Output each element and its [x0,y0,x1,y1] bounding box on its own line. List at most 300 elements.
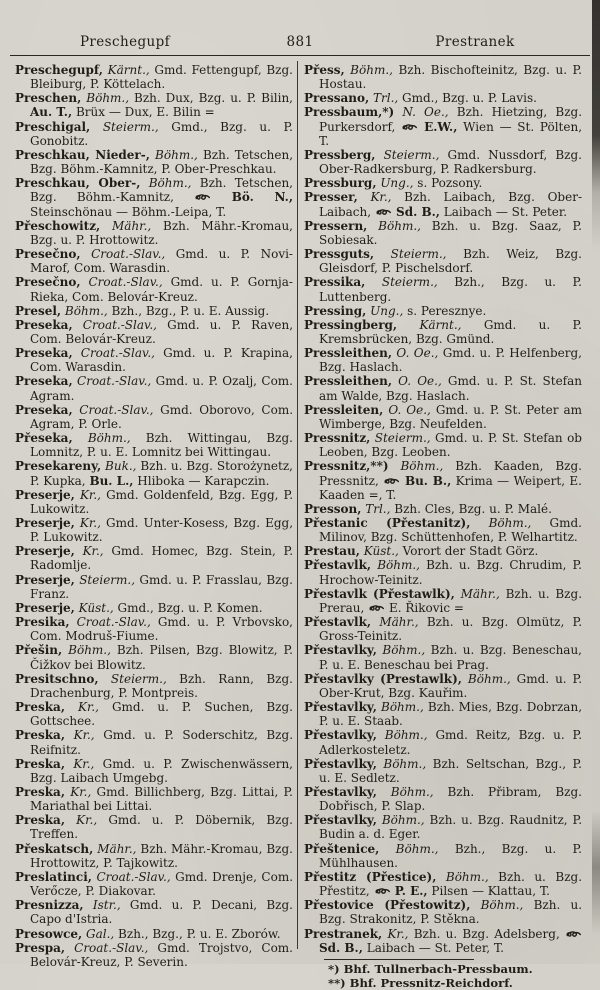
entry-headword: Přestavlk, [304,615,372,630]
entry-text: Bzh. Hietzing, Bzg. Purkersdorf, [319,105,583,134]
entry-headword: Pressbaum,*) [304,105,395,120]
entry-region: Küst., [74,600,114,615]
text-columns [10,61,590,990]
gazetteer-entry [304,63,582,91]
entry-text: Bzh. Dux, Bzg. u. P. Bilin, [129,91,294,106]
gazetteer-entry [304,516,582,544]
entry-text: Steinschönau — Böhm.-Leipa, T. [30,204,227,219]
gazetteer-entry [15,813,293,841]
gazetteer-entry [15,374,293,402]
gazetteer-entry [15,176,293,218]
entry-headword: Presečno, [15,275,81,290]
entry-headword: Au. T., [30,105,73,120]
entry-headword: Preschkau, Nieder-, [15,147,150,162]
entry-headword: Přestitz (Přestice), [304,869,437,884]
entry-text: Gmd., Bzg. u. P. Komen. [113,600,263,615]
entry-text: Gmd., Bzg. u. P. Lavis. [398,91,537,106]
entry-text: Gmd. u. P. Ozalj, Com. Agram. [30,374,293,403]
entry-region: Kr., [65,700,99,715]
entry-text: Laibach — St. Peter. [439,204,568,219]
gazetteer-entry [15,700,293,728]
entry-headword: Pressleithen, [304,346,393,361]
running-head [10,34,590,50]
entry-text: E. Řikovic = [385,600,464,615]
entry-text: Hliboka — Karapczin. [133,473,270,488]
entry-region: Croat.-Slav., [69,615,151,630]
entry-text: Gmd. Trojstvo, Com. Belovár-Kreuz, P. Severin. [30,940,293,969]
entry-headword: Presekareny, [15,459,102,474]
entry-text: Bzh. Seltschan, Bzg., P. u. E. Sedletz. [319,756,582,785]
entry-region: Böhm., [140,176,192,191]
gazetteer-entry [15,304,293,318]
gazetteer-entry [304,190,582,218]
entry-headword: Pressern, [304,218,368,233]
entry-headword: Přeskatsch, [15,841,94,856]
right-column-entries [304,63,582,955]
entry-region: Croat.-Slav., [65,940,149,955]
gazetteer-entry [15,615,293,643]
entry-text: Bzh. u. Bzg. Beneschau, P. u. E. Beneschau bei Prag. [319,643,582,672]
gazetteer-entry [15,346,293,374]
entry-region: Kärnt., [397,317,462,332]
entry-text: Bzh. Kaaden, Bzg. Pressnitz, [319,459,582,488]
entry-text: Gmd. Goldenfeld, Bzg. Egg, P. Lukowitz. [30,487,294,516]
entry-text: Gmd. u. P. St. Peter am Wimberge, Bzg. Neufelden. [319,402,582,431]
entry-headword: Presser, [304,190,358,205]
entry-region: Kr., [74,516,101,530]
entry-text: Gmd. Reitz, Bzg. u. P. Adlerkosteletz. [319,728,583,757]
entry-region: Böhm., [376,756,427,771]
entry-region: Croat.-Slav., [72,374,152,389]
gazetteer-entry [15,898,293,926]
entry-region: Böhm., [344,63,393,77]
entry-region: Küst., [359,544,399,559]
entry-headword: Preska, [15,813,66,828]
entry-text: Gmd. u. P. Suchen, Bzg. Gottschee. [30,700,293,729]
entry-region: Istr., [83,898,121,913]
entry-region: Böhm., [461,671,511,686]
entry-headword: Přestavlk, [304,558,372,573]
entry-region: Trl., [369,91,399,106]
entry-region: Croat.-Slav., [72,346,155,361]
gazetteer-entry [15,247,293,275]
gazetteer-entry [304,672,582,700]
entry-region: Böhm., [376,700,424,715]
entry-region: Böhm., [149,147,198,162]
entry-text: Gmd. u. P. Frasslau, Bzg. Franz. [30,572,293,601]
gazetteer-entry [304,431,582,459]
post-horn-icon [402,123,417,132]
post-horn-icon [375,887,390,896]
gazetteer-entry [304,587,582,615]
gazetteer-entry [304,105,582,147]
entry-text: Bzh. Mähr.-Kromau, Bzg. Hrottowitz, P. Tajkowitz. [30,841,293,870]
entry-text: Gmd. u. P. Soderschitz, Bzg. Reifnitz. [30,728,294,757]
gazetteer-entry [304,176,582,190]
entry-headword: Preska, [15,784,66,799]
entry-region: Böhm., [470,516,532,530]
entry-headword: Bö. N., [211,190,293,205]
gazetteer-entry [15,785,293,813]
gazetteer-entry [15,927,293,941]
entry-headword: Preserje, [15,572,75,587]
gazetteer-entry [15,601,293,615]
entry-region: Böhm., [371,558,420,573]
entry-headword: Presitschno, [15,671,99,686]
gazetteer-entry [304,148,582,176]
entry-headword: Přestavlky, [304,728,377,743]
entry-text: Gmd. u. P. St. Stefan ob Leoben, Bzg. Leoben. [319,431,582,460]
gazetteer-entry [304,757,582,785]
gazetteer-entry [15,544,293,572]
entry-headword: Preseka, [15,374,73,389]
gazetteer-entry [304,91,582,105]
entry-headword: Prespa, [15,940,66,955]
gazetteer-entry [15,219,293,247]
entry-headword: Sd. B., [319,940,363,955]
entry-headword: Prestau, [304,544,360,559]
entry-region: Kr., [357,190,392,205]
entry-region: Kr., [65,784,92,799]
entry-text: Bzh. u. Bzg. Strakonitz, P. Stěkna. [319,898,583,927]
entry-headword: Preschkau, Ober-, [15,176,141,191]
gazetteer-entry [304,275,582,303]
entry-text: Gmd. Unter-Kosess, Bzg. Egg, P. Lukowitz. [30,516,294,545]
entry-headword: Preschen, [15,91,82,106]
gazetteer-entry [304,898,582,926]
gazetteer-entry [304,615,582,643]
entry-headword: Preska, [15,700,66,715]
footnote-rule [324,959,474,960]
gazetteer-entry [304,700,582,728]
entry-text: Gmd. u. P. Decani, Bzg. Capo d'Istria. [30,898,293,927]
gazetteer-entry [304,927,582,955]
entry-headword: Přestavlky (Prestawlk), [304,671,462,686]
entry-text: Bzh. u. Bzg. Olmütz, P. Gross-Teinitz. [319,615,583,644]
entry-text: Gmd. u. P. Vrbovsko, Com. Modruš-Fiume. [30,615,293,644]
gazetteer-entry [15,459,293,487]
entry-region: Croat.-Slav., [72,402,154,417]
entry-text: Bzh. Weiz, Bzg. Gleisdorf, P. Pischelsdorf. [319,247,582,276]
entry-text: Gmd. u. P. Kremsbrücken, Bzg. Gmünd. [319,317,582,346]
running-head-left: Preschegupf [79,34,171,50]
entry-text: s. Pozsony. [413,176,483,191]
entry-region: Steierm., [98,671,167,686]
entry-region: Böhm., [62,643,111,658]
entry-text: Gmd. Billichberg, Bzg. Littai, P. Mariathal bei Littai. [30,784,293,814]
gazetteer-entry [304,842,582,870]
gazetteer-entry [304,304,582,318]
gazetteer-entry [304,219,582,247]
entry-headword: Preslatinci, [15,869,92,884]
entry-headword: Přeštenice, [304,841,380,856]
post-horn-icon [376,208,391,217]
entry-headword: Preschegupf, [15,63,103,77]
footnote-lines [316,962,582,990]
entry-region: Böhm., [388,459,444,474]
entry-region: Böhm., [61,303,108,318]
entry-headword: Preseka, [15,317,73,332]
entry-headword: Pressika, [304,275,366,290]
entry-headword: Presnizza, [15,898,84,913]
entry-text: Bzh. u. Bzg. Prerau, [319,586,583,615]
entry-region: Steierm., [370,431,431,446]
entry-text: Gmd. Homec, Bzg. Stein, P. Radomlje. [30,544,294,573]
gazetteer-entry [304,459,582,501]
entry-text: Gmd. Drenje, Com. Verőcze, P. Diakovar. [30,869,294,899]
entry-text: Bzh. Rann, Bzg. Drachenburg, P. Montpreis. [30,671,293,700]
gazetteer-entry [304,643,582,671]
entry-region: Buk., [101,459,137,474]
entry-text: Pilsen — Klattau, T. [427,884,550,899]
entry-text: Bzh. Tetschen, Bzg. Böhm.-Kamnitz, [30,176,293,205]
entry-headword: Přestavlky, [304,700,377,715]
gazetteer-entry [15,728,293,756]
entry-region: Steierm., [374,247,447,262]
entry-text: Krima — Weipert, E. Kaaden =, T. [319,473,582,502]
entry-region: Croat.-Slav., [72,317,157,332]
gazetteer-entry [304,346,582,374]
entry-text: Bzh. Přibram, Bzg. Dobřisch, P. Slap. [319,784,582,814]
entry-region: Mähr., [100,218,152,233]
page-number: 881 [286,34,314,50]
entry-headword: Přestavlky, [304,784,377,799]
entry-text: Gmd. u. P. St. Stefan am Walde, Bzg. Haslach. [319,374,582,403]
entry-headword: Přeschowitz, [15,218,101,233]
entry-headword: Pressingberg, [304,317,398,332]
entry-region: Böhm., [81,91,130,106]
entry-headword: Pressing, [304,303,367,318]
gazetteer-entry [15,275,293,303]
entry-text: Gmd. Fettengupf, Bzg. Bleiburg, P. Köttelach. [30,63,293,92]
entry-text: Bzh. Pilsen, Bzg. Blowitz, P. Čižkov bei Blowitz. [30,643,293,672]
entry-text: s. Peresznye. [403,303,487,318]
gazetteer-entry [304,403,582,431]
entry-region: O. Oe., [383,402,431,417]
gazetteer-entry [15,941,293,969]
entry-headword: Pressnitz,**) [304,459,389,474]
entry-text: Bzh. u. Bzg. Adelsberg, [408,926,565,941]
gazetteer-entry [304,247,582,275]
entry-region: Böhm., [436,869,489,884]
entry-text: Gmd. u. P. Krapina, Com. Warasdin. [30,346,293,375]
entry-region: Böhm., [376,643,426,658]
gazetteer-entry [304,785,582,813]
gazetteer-entry [15,842,293,870]
post-horn-icon [384,477,399,486]
entry-text: Bzh. u. Bzg. Raudnitz, P. Budin a. d. Eger. [319,813,583,842]
entry-text: Gmd. u. P. Raven, Com. Belovár-Kreuz. [30,317,294,346]
entry-headword: Presson, [304,501,362,516]
entry-text: Brüx — Dux, E. Bilin = [72,105,215,120]
entry-region: Ung., [376,176,414,191]
entry-headword: *) Bhf. Tullnerbach-Pressbaum. [328,961,533,976]
post-horn-icon [195,193,210,202]
entry-headword: Pressano, [304,91,370,106]
entry-region: Steierm., [74,572,136,587]
entry-text: Bzh. Laibach, Bzg. Ober-Laibach, [319,190,582,219]
entry-region: Mähr., [371,615,419,630]
gazetteer-entry [304,374,582,402]
entry-text: Bzh., Bzg., P. u. E. Aussig. [107,303,270,318]
gazetteer-entry [15,573,293,601]
gazetteer-entry [15,148,293,176]
entry-region: O. Oe., [392,374,442,389]
gazetteer-entry [304,502,582,516]
gazetteer-entry [304,813,582,841]
entry-region: Trl., [361,501,391,516]
entry-region: Böhm., [367,218,421,233]
entry-region: Kr., [74,544,104,559]
entry-region: Ung., [366,303,404,318]
entry-region: Böhm., [376,813,425,828]
entry-region: Mähr., [93,841,137,856]
gazetteer-entry [304,318,582,346]
entry-headword: Preserje, [15,600,75,615]
entry-headword: Bu. B., [400,473,452,488]
entry-region: Steierm., [375,147,440,162]
entry-headword: Pressguts, [304,247,375,262]
gazetteer-entry [15,516,293,544]
entry-region: Mähr., [454,586,500,601]
post-horn-icon [566,930,581,939]
entry-region: Croat.-Slav., [80,275,163,290]
entry-region: Croat.-Slav., [91,869,171,884]
entry-text: Laibach — St. Peter, T. [362,940,504,955]
entry-region: Kr., [65,813,98,828]
entry-region: Croat.-Slav., [80,247,166,262]
entry-text: Bzh. u. Bzg. Storożynetz, P. Kupka, [30,459,293,488]
entry-headword: Pressburg, [304,176,377,191]
entry-headword: Přeseka, [15,431,73,446]
entry-headword: Preseka, [15,402,73,417]
entry-headword: Sd. B., [391,204,440,219]
gazetteer-entry [304,558,582,586]
entry-headword: Přestavlky, [304,813,377,828]
entry-text: Gmd. u. P. Zwischenwässern, Bzg. Laibach Umgebg. [30,756,293,785]
entry-headword: Přestavlk (Přestawlk), [304,586,455,601]
gazetteer-entry [15,643,293,671]
post-horn-icon [369,604,384,613]
entry-region: Böhm., [470,898,524,913]
entry-region: Kr., [382,926,409,941]
gazetteer-entry [15,431,293,459]
gazetteer-entry [15,757,293,785]
entry-text: Bzh. u. Bzg. Chrudim, P. Hrochow-Teinitz. [319,558,583,587]
gazetteer-entry [304,870,582,898]
entry-region: Kr., [65,728,95,743]
gazetteer-entry [15,63,293,91]
entry-region: Böhm., [376,784,434,799]
entry-headword: Pressleithen, [304,374,393,389]
entry-headword: E.W., [418,119,458,134]
gazetteer-entry [15,91,293,119]
gazetteer-entry [15,488,293,516]
entry-headword: Presel, [15,303,62,318]
right-column [299,61,585,990]
entry-headword: Preska, [15,756,66,771]
entry-text: Bzh. Cles, Bzg. u. P. Malé. [390,501,552,516]
entry-text: Gmd. u. P. Helfenberg, Bzg. Haslach. [319,346,582,375]
entry-text: Bzh., Bzg. u. P. Mühlhausen. [319,841,582,870]
left-column [10,61,296,969]
entry-headword: Presečno, [15,247,81,262]
entry-text: Gmd. u. P. Döbernik, Bzg. Treffen. [30,813,293,842]
entry-text: Gmd. u. P. Novi-Marof, Com. Warasdin. [30,247,293,276]
entry-headword: Presowce, [15,926,83,941]
entry-region: Steierm., [365,275,438,290]
entry-region: Kr., [74,487,101,502]
entry-headword: Přestavlky, [304,643,377,658]
entry-headword: Preserje, [15,516,75,530]
entry-text: Gmd. Oborovo, Com. Agram, P. Orle. [30,402,294,431]
entry-region: Kärnt., [102,63,150,77]
entry-headword: Přestanic (Přestanitz), [304,516,471,530]
entry-headword: Přestavlky, [304,756,377,771]
entry-headword: Pressnitz, [304,431,371,446]
entry-headword: Prestranek, [304,926,383,941]
gazetteer-entry [304,728,582,756]
entry-text: Bzh., Bzg. u. P. Luttenberg. [319,275,582,304]
entry-headword: Pressberg, [304,147,376,162]
entry-text: Gmd. Nussdorf, Bzg. Ober-Radkersburg, P. Radkersburg. [319,147,582,177]
gazetteer-entry [15,318,293,346]
entry-headword: **) Bhf. Pressnitz-Reichdorf. [328,976,513,990]
entry-headword: Přestovice (Přestowitz), [304,898,471,913]
header-rule [10,55,590,56]
entry-headword: Preseka, [15,346,73,361]
entry-text: Bzh. u. Bzg. Saaz, P. Sobiesak. [319,218,582,247]
column-divider-rule [297,61,298,949]
entry-text: Gmd. Milinov, Bzg. Schüttenhofen, P. Welhartitz. [319,516,582,545]
entry-text: Gmd., Bzg. u. P. Gonobitz. [30,119,293,148]
entry-text: Bzh., Bzg., P. u. E. Zborów. [114,926,281,941]
entry-headword: Preschigal, [15,119,91,134]
entry-headword: Preserje, [15,544,75,559]
gazetteer-entry [15,120,293,148]
entry-region: N. Oe., [394,105,449,120]
entry-text: Bzh. Bischofteinitz, Bzg. u. P. Hostau. [319,63,582,92]
entry-headword: Preserje, [15,487,75,502]
entry-text: Bzh. Tetschen, Bzg. Böhm.-Kamnitz, P. Ober-Preschkau. [30,147,294,177]
entry-region: Steierm., [90,119,159,134]
entry-text: Bzh. u. Bzg. Přestitz, [319,869,583,899]
gazetteer-entry [15,672,293,700]
entry-region: Kr., [65,756,95,771]
entry-headword: Bu. L., [89,473,134,488]
entry-region: Böhm., [72,431,131,446]
entry-region: Böhm., [376,728,428,743]
entry-text: Vorort der Stadt Görz. [398,544,539,559]
gazetteer-entry [304,544,582,558]
entry-headword: P. E., [390,884,428,899]
entry-headword: Pressleiten, [304,402,384,417]
entry-text: Gmd. u. P. Gornja-Rieka, Com. Belovár-Kreuz. [30,275,293,304]
entry-text: Wien — St. Pölten, T. [319,119,583,148]
entry-headword: Přess, [304,63,345,77]
entry-region: O. Oe., [392,346,439,361]
entry-headword: Presika, [15,615,70,630]
gazetteer-entry [15,870,293,898]
gazetteer-entry [15,403,293,431]
entry-text: Bzh. Mies, Bzg. Dobrzan, P. u. E. Staab. [319,700,583,729]
entry-region: Gal., [82,926,115,941]
running-head-right: Prestranek [435,34,515,50]
gazetteer-entry [316,976,582,990]
entry-headword: Preska, [15,728,66,743]
entry-headword: Přešin, [15,643,63,658]
entry-region: Böhm., [379,841,439,856]
